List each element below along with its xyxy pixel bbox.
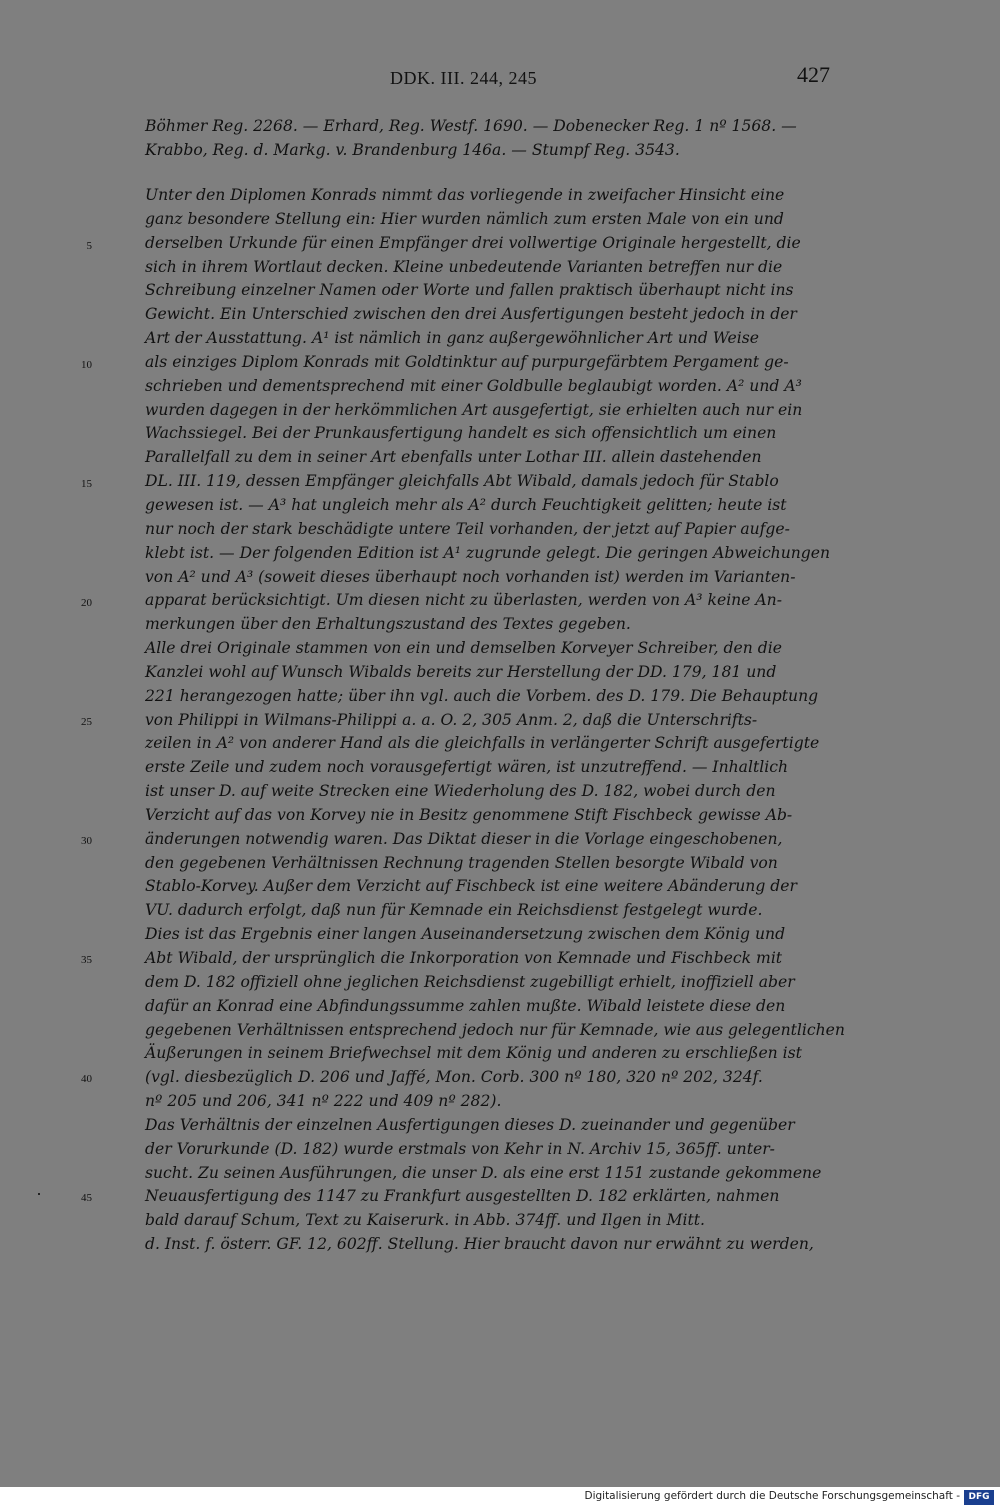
commentary-body [145, 184, 845, 1257]
line-number: 30 [81, 835, 92, 847]
page-number: 427 [797, 62, 830, 87]
text-line: DL. III. 119, dessen Empfänger gleichfalls Abt Wibald, damals jedoch für Stablo [145, 472, 779, 491]
text-line: gegebenen Verhältnissen entsprechend jedoch nur für Kemnade, wie aus gelegentlichen [145, 1020, 845, 1039]
funding-notice: Digitalisierung gefördert durch die Deutsche Forschungsgemeinschaft - [584, 1490, 960, 1502]
text-line: sucht. Zu seinen Ausführungen, die unser D. als eine erst 1151 zustande gekommene [145, 1163, 822, 1182]
text-line: Schreibung einzelner Namen oder Worte und fallen praktisch überhaupt nicht ins [145, 281, 794, 300]
reference-line: Krabbo, Reg. d. Markg. v. Brandenburg 146a. — Stumpf Reg. 3543. [145, 141, 680, 159]
text-line: dem D. 182 offiziell ohne jeglichen Reichsdienst zugebilligt erhielt, inoffiziell aber [145, 972, 795, 991]
text-line: gewesen ist. — A³ hat ungleich mehr als A² durch Feuchtigkeit gelitten; heute ist [145, 495, 787, 514]
text-line: Das Verhältnis der einzelnen Ausfertigungen dieses D. zueinander und gegenüber [145, 1115, 795, 1134]
text-line: apparat berücksichtigt. Um diesen nicht zu überlasten, werden von A³ keine An- [145, 591, 782, 610]
text-line: nº 205 und 206, 341 nº 222 und 409 nº 282). [145, 1092, 502, 1111]
text-line: änderungen notwendig waren. Das Diktat dieser in die Vorlage eingeschobenen, [145, 829, 783, 848]
running-title: DDK. III. 244, 245 [390, 68, 537, 88]
text-line: dafür an Konrad eine Abfindungssumme zahlen mußte. Wibald leistete diese den [145, 996, 786, 1015]
text-line: wurden dagegen in der herkömmlichen Art ausgefertigt, sie erhielten auch nur ein [145, 400, 803, 419]
references-block [145, 114, 845, 162]
text-line: nur noch der stark beschädigte untere Teil vorhanden, der jetzt auf Papier aufge- [145, 519, 790, 538]
text-line: Äußerungen in seinem Briefwechsel mit dem König und anderen zu erschließen ist [145, 1044, 802, 1063]
text-line: merkungen über den Erhaltungszustand des Textes gegeben. [145, 615, 631, 634]
text-line: Gewicht. Ein Unterschied zwischen den drei Ausfertigungen besteht jedoch in der [145, 305, 797, 324]
text-line: Alle drei Originale stammen von ein und demselben Korveyer Schreiber, den die [145, 639, 782, 658]
text-line: zeilen in A² von anderer Hand als die gleichfalls in verlängerter Schrift ausgefertigte [145, 734, 820, 753]
line-number: 5 [86, 240, 92, 252]
margin-mark [38, 1193, 40, 1195]
text-line: ganz besondere Stellung ein: Hier wurden nämlich zum ersten Male von ein und [145, 209, 784, 228]
text-line: 221 herangezogen hatte; über ihn vgl. auch die Vorbem. des D. 179. Die Behauptung [145, 686, 819, 705]
dfg-logo: DFG [964, 1490, 994, 1505]
text-line: der Vorurkunde (D. 182) wurde erstmals von Kehr in N. Archiv 15, 365ff. unter- [145, 1139, 775, 1158]
text-line: d. Inst. f. österr. GF. 12, 602ff. Stellung. Hier braucht davon nur erwähnt zu werden, [145, 1235, 814, 1254]
text-line: von Philippi in Wilmans-Philippi a. a. O. 2, 305 Anm. 2, daß die Unterschrifts- [145, 710, 758, 729]
text-line: Abt Wibald, der ursprünglich die Inkorporation von Kemnade und Fischbeck mit [145, 949, 783, 967]
text-line: derselben Urkunde für einen Empfänger drei vollwertige Originale hergestellt, die [145, 233, 801, 252]
text-line: VU. dadurch erfolgt, daß nun für Kemnade ein Reichsdienst festgelegt wurde. [145, 901, 763, 920]
text-line: Dies ist das Ergebnis einer langen Auseinandersetzung zwischen dem König und [145, 925, 786, 944]
text-line: Parallelfall zu dem in seiner Art ebenfalls unter Lothar III. allein dastehenden [145, 448, 762, 467]
text-line: Wachssiegel. Bei der Prunkausfertigung handelt es sich offensichtlich um einen [145, 424, 777, 443]
text-line: als einziges Diplom Konrads mit Goldtinktur auf purpurgefärbtem Pergament ge- [145, 352, 789, 371]
text-line: von A² und A³ (soweit dieses überhaupt noch vorhanden ist) werden im Varianten- [145, 567, 796, 586]
line-number: 15 [81, 478, 92, 490]
line-number: 10 [81, 359, 92, 371]
text-line: Unter den Diplomen Konrads nimmt das vorliegende in zweifacher Hinsicht eine [145, 186, 785, 204]
text-line: ist unser D. auf weite Strecken eine Wiederholung des D. 182, wobei durch den [145, 782, 776, 801]
text-line: sich in ihrem Wortlaut decken. Kleine unbedeutende Varianten betreffen nur die [145, 257, 783, 276]
text-line: Stablo-Korvey. Außer dem Verzicht auf Fischbeck ist eine weitere Abänderung der [145, 877, 797, 896]
line-number: 45 [81, 1192, 92, 1204]
text-line: klebt ist. — Der folgenden Edition ist A¹ zugrunde gelegt. Die geringen Abweichungen [145, 543, 831, 562]
page-header [0, 62, 1000, 92]
text-line: den gegebenen Verhältnissen Rechnung tragenden Stellen besorgte Wibald von [145, 853, 778, 872]
text-line: Neuausfertigung des 1147 zu Frankfurt ausgestellten D. 182 erklärten, nahmen [145, 1187, 780, 1206]
reference-line: Böhmer Reg. 2268. — Erhard, Reg. Westf. 1690. — Dobenecker Reg. 1 nº 1568. — [145, 117, 797, 135]
text-line: erste Zeile und zudem noch vorausgefertigt wären, ist unzutreffend. — Inhaltlich [145, 758, 788, 777]
line-number: 20 [81, 597, 92, 609]
digitization-footer [0, 1487, 1000, 1509]
line-number: 25 [81, 716, 92, 728]
text-line: (vgl. diesbezüglich D. 206 und Jaffé, Mon. Corb. 300 nº 180, 320 nº 202, 324f. [145, 1068, 763, 1087]
text-line: schrieben und dementsprechend mit einer Goldbulle beglaubigt worden. A² und A³ [145, 376, 802, 395]
line-number: 35 [81, 954, 92, 966]
line-number: 40 [81, 1073, 92, 1085]
text-line: Kanzlei wohl auf Wunsch Wibalds bereits zur Herstellung der DD. 179, 181 und [145, 662, 777, 681]
text-line: Verzicht auf das von Korvey nie in Besitz genommene Stift Fischbeck gewisse Ab- [145, 805, 793, 824]
text-line: bald darauf Schum, Text zu Kaiserurk. in Abb. 374ff. und Ilgen in Mitt. [145, 1211, 706, 1230]
text-line: Art der Ausstattung. A¹ ist nämlich in ganz außergewöhnlicher Art und Weise [145, 329, 759, 348]
